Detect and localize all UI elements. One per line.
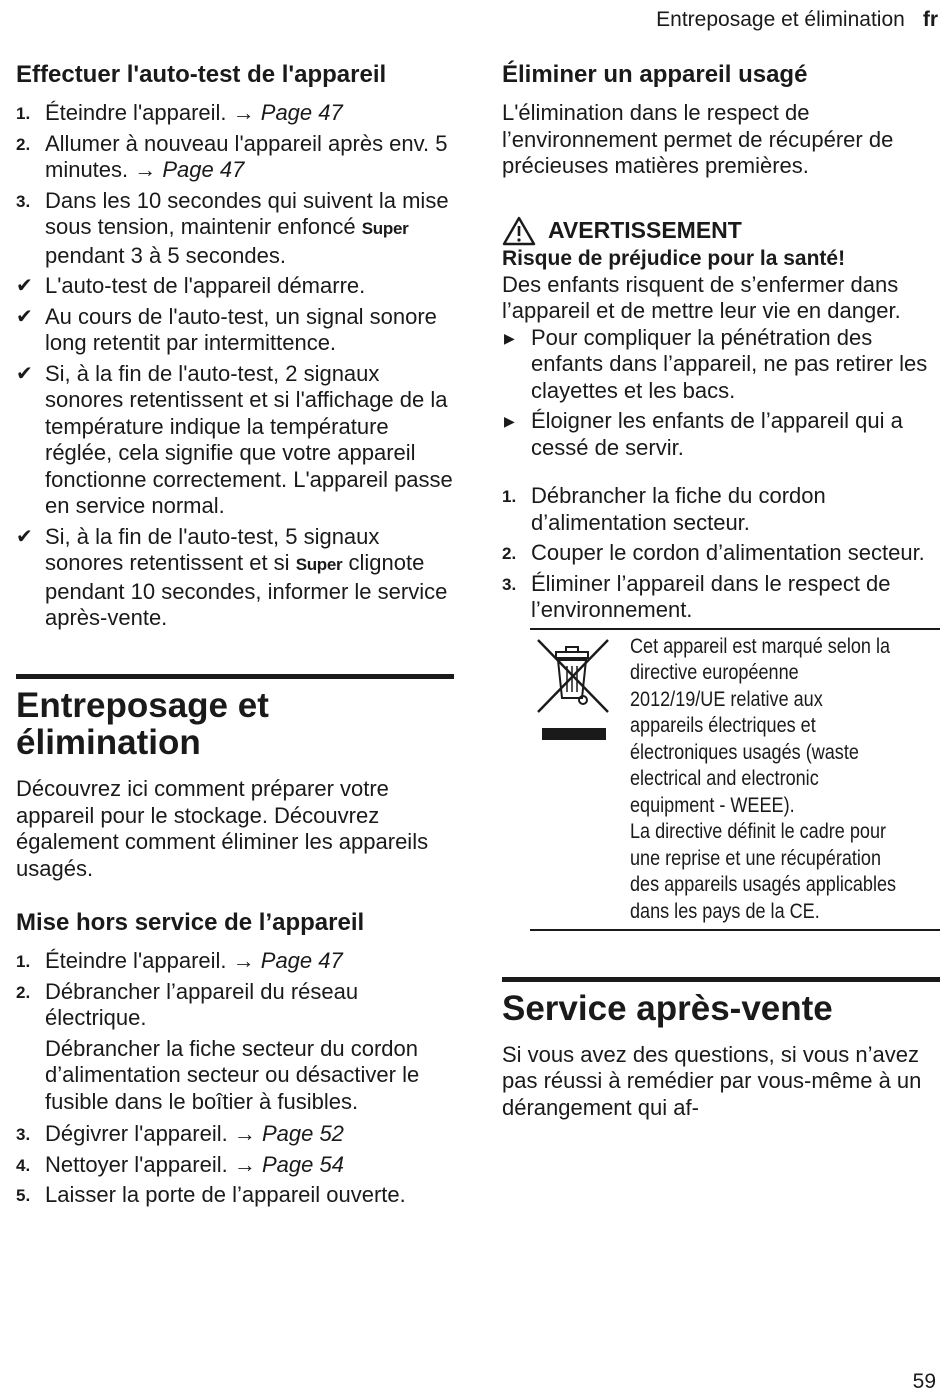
service-intro: Si vous avez des questions, si vous n’avez pas réussi à remédier par vous-même à un dérangement qui af- bbox=[502, 1041, 922, 1120]
list-item bbox=[16, 979, 454, 1032]
page-reference-link[interactable]: → Page 47 bbox=[134, 157, 245, 182]
step-number: 4. bbox=[16, 1155, 31, 1175]
checkmark-icon: ✔ bbox=[16, 525, 33, 548]
step-number: 5. bbox=[16, 1186, 31, 1206]
bullet-triangle-icon: ▶ bbox=[504, 413, 515, 429]
list-item bbox=[16, 1121, 454, 1148]
selftest-results bbox=[16, 273, 454, 632]
super-key-label: Super bbox=[361, 219, 409, 238]
warning-body: Des enfants risquent de s’enfermer dans l’appareil et de mettre leur vie en danger. bbox=[502, 271, 901, 323]
selftest-steps bbox=[16, 100, 454, 269]
result-text: L'auto-test de l'appareil démarre. bbox=[45, 273, 366, 298]
list-item bbox=[502, 408, 940, 461]
step-text: Couper le cordon d’alimentation secteur. bbox=[531, 540, 925, 565]
left-column bbox=[16, 60, 454, 1213]
selftest-heading: Effectuer l'auto-test de l'appareil bbox=[16, 61, 387, 88]
step-number: 1. bbox=[502, 487, 517, 506]
step-number: 1. bbox=[16, 104, 31, 123]
list-item bbox=[502, 540, 940, 567]
list-item bbox=[16, 273, 454, 300]
step-text: Éliminer l’appareil dans le respect de l’environnement. bbox=[531, 570, 891, 622]
decommission-steps bbox=[16, 948, 454, 1032]
header-section-title: Entreposage et élimination bbox=[656, 8, 905, 31]
decommission-steps-continued bbox=[16, 1121, 454, 1209]
list-item bbox=[16, 1152, 454, 1179]
bullet-text: Éloigner les enfants de l’appareil qui a cessé de servir. bbox=[531, 408, 903, 460]
bullet-text: Pour compliquer la pénétration des enfants dans l’appareil, ne pas retirer les clayettes et les bacs. bbox=[531, 324, 928, 403]
step-number: 1. bbox=[16, 952, 31, 972]
warning-triangle-icon bbox=[502, 216, 536, 246]
step-text: Nettoyer l'appareil. bbox=[45, 1151, 234, 1177]
step-number: 2. bbox=[16, 134, 31, 154]
step-text: Allumer à nouveau l'appareil après env. 5 minutes. bbox=[45, 130, 448, 182]
weee-notice bbox=[530, 628, 940, 932]
super-key-label: Super bbox=[295, 555, 343, 574]
list-item bbox=[16, 131, 454, 184]
step-text: Débrancher la fiche du cordon d’alimentation secteur. bbox=[531, 483, 826, 535]
service-section-heading: Service après-vente bbox=[502, 977, 940, 1028]
result-text: Si, à la fin de l'auto-test, 5 signaux sonores retentissent et si bbox=[45, 523, 380, 575]
result-text: clignote pendant 10 secondes, informer le service après-vente. bbox=[45, 550, 448, 630]
step-text: pendant 3 à 5 secondes. bbox=[45, 242, 286, 268]
disposal-heading: Éliminer un appareil usagé bbox=[502, 61, 808, 88]
page-reference-link[interactable]: → Page 47 bbox=[232, 100, 343, 125]
list-item bbox=[16, 188, 454, 270]
checkmark-icon: ✔ bbox=[16, 275, 33, 297]
weee-paragraph: La directive définit le cadre pour une reprise et une récupération des appareils usagés applicables dans les pays de la CE. bbox=[630, 820, 897, 923]
step-text: Débrancher l’appareil du réseau électrique. bbox=[45, 978, 359, 1031]
step-text: Éteindre l'appareil. bbox=[45, 948, 233, 974]
header-language: fr bbox=[922, 8, 938, 31]
bullet-triangle-icon: ▶ bbox=[504, 329, 515, 346]
page-reference-link[interactable]: → Page 47 bbox=[232, 948, 343, 974]
disposal-steps bbox=[502, 483, 940, 624]
warning-header bbox=[502, 216, 940, 246]
checkmark-icon: ✔ bbox=[16, 362, 33, 385]
step-number: 3. bbox=[16, 1125, 31, 1145]
page-number: 59 bbox=[912, 1370, 936, 1393]
step-number: 3. bbox=[502, 574, 517, 594]
step-detail: Débrancher la fiche secteur du cordon d’alimentation secteur ou désactiver le fusible dans le boîtier à fusibles. bbox=[45, 1035, 420, 1114]
step-number: 3. bbox=[16, 191, 31, 211]
list-item bbox=[16, 100, 454, 127]
weee-paragraph: Cet appareil est marqué selon la directive européenne 2012/19/UE relative aux appareils électriques et électroniques usagés (waste electrical and electronic equipment - WEEE). bbox=[630, 634, 891, 817]
crossed-out-wheelie-bin-icon bbox=[530, 634, 630, 926]
running-header bbox=[656, 8, 938, 32]
warning-title: AVERTISSEMENT bbox=[548, 217, 742, 243]
result-text: Si, à la fin de l'auto-test, 2 signaux sonores retentissent et si l'affichage de la température indique la température réglée, cela signifie que votre appareil fonctionne correctement. L'appareil passe en service normal. bbox=[45, 360, 453, 518]
list-item bbox=[16, 304, 454, 357]
list-item bbox=[16, 948, 454, 975]
step-text: Dans les 10 secondes qui suivent la mise sous tension, maintenir enfoncé bbox=[45, 187, 449, 239]
list-item bbox=[502, 325, 940, 405]
decommission-heading: Mise hors service de l’appareil bbox=[16, 909, 365, 937]
page-reference-link[interactable]: → Page 54 bbox=[233, 1151, 344, 1177]
disposal-intro: L'élimination dans le respect de l’environnement permet de récupérer de précieuses matières premières. bbox=[502, 100, 894, 178]
result-text: Au cours de l'auto-test, un signal sonore long retentit par intermittence. bbox=[45, 303, 437, 355]
list-item bbox=[16, 361, 454, 520]
list-item bbox=[16, 524, 454, 632]
step-number: 2. bbox=[502, 544, 517, 563]
list-item bbox=[502, 483, 940, 536]
list-item bbox=[502, 571, 940, 624]
step-text: Dégivrer l'appareil. bbox=[45, 1121, 234, 1147]
step-text: Laisser la porte de l’appareil ouverte. bbox=[45, 1182, 406, 1208]
step-number: 2. bbox=[16, 982, 31, 1002]
list-item bbox=[16, 1182, 454, 1209]
step-text: Éteindre l'appareil. bbox=[45, 100, 233, 125]
checkmark-icon: ✔ bbox=[16, 305, 33, 328]
storage-section-heading: Entreposage et élimination bbox=[16, 674, 454, 763]
page-reference-link[interactable]: → Page 52 bbox=[233, 1121, 344, 1147]
warning-subtitle: Risque de préjudice pour la santé! bbox=[502, 246, 846, 270]
weee-text bbox=[630, 634, 897, 926]
storage-intro: Découvrez ici comment préparer votre appareil pour le stockage. Découvrez également comment éliminer les appareils usagés. bbox=[16, 776, 429, 881]
right-column bbox=[502, 60, 940, 1121]
warning-bullets bbox=[502, 325, 940, 462]
